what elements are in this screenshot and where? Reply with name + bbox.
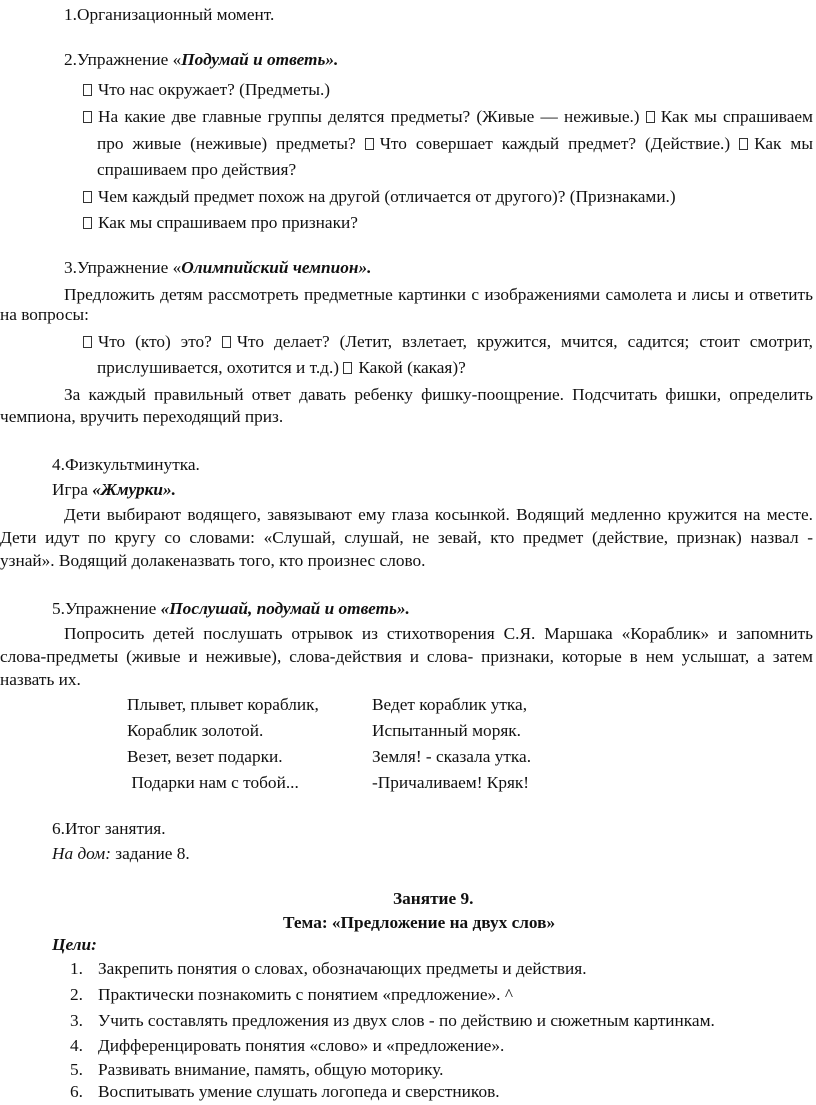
section-2-title: Подумай и ответь».	[181, 50, 339, 69]
goal-item: Развивать внимание, память, общую моторику.	[98, 1060, 444, 1079]
section-5-heading	[52, 598, 410, 620]
section-2-prefix: 2.Упражнение «	[64, 50, 182, 69]
goals-label: Цели:	[52, 935, 97, 954]
paragraph: Попросить детей послушать отрывок из стихотворения С.Я. Маршака «Кораблик» и запомнить	[64, 624, 813, 643]
question-text: про живые (неживые) предметы?	[97, 134, 356, 153]
section-1-heading: 1.Организационный момент.	[64, 5, 275, 24]
checkbox-bullet-icon	[83, 111, 92, 123]
poem-line-right: -Причаливаем! Кряк!	[372, 773, 530, 792]
list-item-cont	[97, 357, 466, 379]
checkbox-bullet-icon	[222, 336, 231, 348]
checkbox-bullet-icon	[83, 84, 92, 96]
goal-item: Закрепить понятия о словах, обозначающих предметы и действия.	[98, 959, 587, 978]
list-item-cont: спрашиваем про действия?	[97, 160, 297, 179]
section-5-prefix: 5.Упражнение	[52, 599, 161, 618]
question-text: На какие две главные группы делятся предметы? (Живые — неживые.)	[98, 107, 640, 126]
paragraph-cont: слова-предметы (живые и неживые), слова-действия и слова- признаки, которые в нем услышат, а затем	[0, 647, 813, 666]
game-prefix: Игра	[52, 480, 93, 499]
list-item	[83, 79, 330, 101]
checkbox-bullet-icon	[646, 111, 655, 123]
checkbox-bullet-icon	[83, 336, 92, 348]
poem-line-left: Везет, везет подарки.	[127, 747, 283, 766]
checkbox-bullet-icon	[83, 191, 92, 203]
paragraph-cont: назвать их.	[0, 670, 81, 689]
section-3-title: Олимпийский чемпион».	[181, 258, 372, 277]
lesson-title: Занятие 9.	[393, 889, 474, 908]
poem-line-left: Кораблик золотой.	[127, 721, 264, 740]
checkbox-bullet-icon	[739, 138, 748, 150]
goal-item: Практически познакомить с понятием «предложение». ^	[98, 985, 513, 1004]
list-item-cont	[97, 133, 813, 155]
game-line	[52, 479, 176, 501]
section-6-heading: 6.Итог занятия.	[52, 819, 166, 838]
poem-line-right: Земля! - сказала утка.	[372, 747, 532, 766]
paragraph-cont: чемпиона, вручить переходящий приз.	[0, 407, 284, 426]
paragraph-cont: Дети идут по кругу со словами: «Слушай, слушай, не зевай, кто предмет (действие, признак) назвал -	[0, 528, 813, 547]
question-text: Что нас окружает? (Предметы.)	[98, 80, 331, 99]
game-title: «Жмурки».	[92, 480, 176, 499]
paragraph-cont: на вопросы:	[0, 305, 89, 324]
checkbox-bullet-icon	[83, 217, 92, 229]
paragraph: Предложить детям рассмотреть предметные картинки с изображениями самолета и лисы и ответить	[64, 285, 813, 304]
goal-number: 1.	[70, 959, 83, 978]
paragraph-cont: узнай». Водящий долакеназвать того, кто произнес слово.	[0, 551, 426, 570]
poem-line-right: Ведет кораблик утка,	[372, 695, 528, 714]
section-3-heading	[64, 257, 371, 279]
checkbox-bullet-icon	[365, 138, 374, 150]
section-3-prefix: 3.Упражнение «	[64, 258, 182, 277]
goal-number: 4.	[70, 1036, 83, 1055]
question-text: Что (кто) это?	[98, 332, 212, 351]
goal-number: 2.	[70, 985, 83, 1004]
section-5-title: «Послушай, подумай и ответь».	[160, 599, 410, 618]
lesson-topic: Тема: «Предложение на двух слов»	[283, 913, 556, 932]
list-item	[83, 212, 358, 234]
paragraph: Дети выбирают водящего, завязывают ему глаза косынкой. Водящий медленно кружится на месте.	[64, 505, 813, 524]
section-4-heading: 4.Физкультминутка.	[52, 455, 200, 474]
question-text: прислушивается, охотится и т.д.)	[97, 358, 340, 377]
goal-number: 5.	[70, 1060, 83, 1079]
poem-line-left: Плывет, плывет кораблик,	[127, 695, 319, 714]
paragraph: За каждый правильный ответ давать ребенку фишку-поощрение. Подсчитать фишки, определить	[64, 385, 813, 404]
goal-number: 3.	[70, 1011, 83, 1030]
question-text: Как мы спрашиваем	[660, 107, 813, 126]
goal-item: Учить составлять предложения из двух слов - по действию и сюжетным картинкам.	[98, 1011, 715, 1030]
checkbox-bullet-icon	[343, 362, 352, 374]
question-text: Что совершает каждый предмет? (Действие.)	[379, 134, 731, 153]
poem-line-right: Испытанный моряк.	[372, 721, 522, 740]
question-text: Чем каждый предмет похож на другой (отличается от другого)? (Признаками.)	[98, 187, 676, 206]
question-text: Что делает? (Летит, взлетает, кружится, мчится, садится; стоит смотрит,	[236, 332, 813, 351]
list-item	[83, 331, 813, 353]
goal-number: 6.	[70, 1082, 83, 1101]
homework-label: На дом:	[52, 844, 111, 863]
question-text: Как мы	[754, 134, 813, 153]
poem-line-left: Подарки нам с тобой...	[127, 773, 299, 792]
goal-item: Воспитывать умение слушать логопеда и сверстников.	[98, 1082, 500, 1101]
homework-line	[52, 843, 190, 865]
goal-item: Дифференцировать понятия «слово» и «предложение».	[98, 1036, 505, 1055]
section-2-heading	[64, 49, 338, 71]
question-text: Какой (какая)?	[358, 358, 466, 377]
question-text: Как мы спрашиваем про признаки?	[98, 213, 358, 232]
list-item	[83, 186, 676, 208]
homework-text: задание 8.	[110, 844, 190, 863]
list-item	[83, 106, 813, 128]
